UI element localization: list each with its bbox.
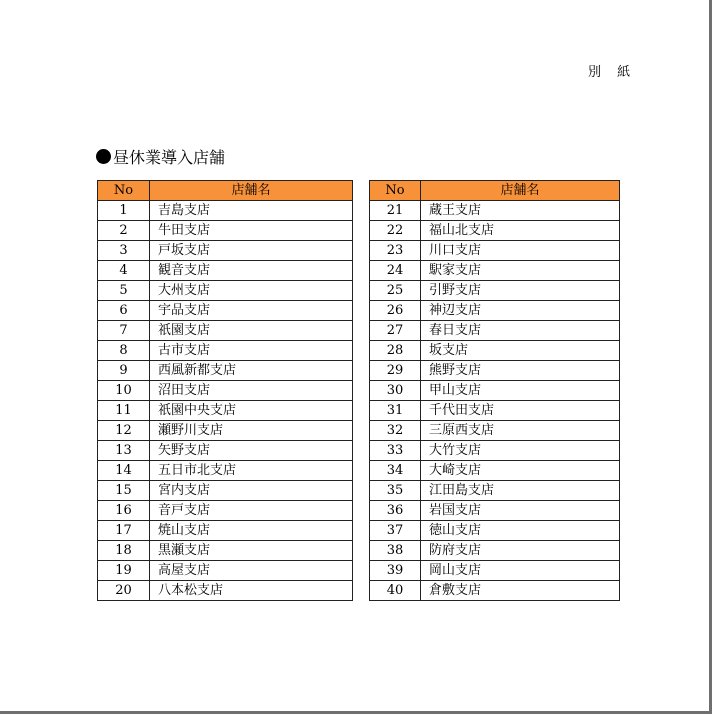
table-row bbox=[98, 201, 353, 221]
store-number-cell: 10 bbox=[98, 381, 150, 401]
store-name-cell: 黒瀬支店 bbox=[150, 541, 353, 561]
store-name-cell: 西風新都支店 bbox=[150, 361, 353, 381]
store-number-cell: 3 bbox=[98, 241, 150, 261]
store-name-cell: 矢野支店 bbox=[150, 441, 353, 461]
table-row bbox=[98, 341, 353, 361]
store-number-cell: 29 bbox=[370, 361, 421, 381]
store-name-cell: 宇品支店 bbox=[150, 301, 353, 321]
table-row bbox=[370, 561, 620, 581]
store-name-cell: 祇園支店 bbox=[150, 321, 353, 341]
table-row bbox=[98, 501, 353, 521]
store-name-cell: 徳山支店 bbox=[421, 521, 620, 541]
store-number-cell: 16 bbox=[98, 501, 150, 521]
store-name-cell: 神辺支店 bbox=[421, 301, 620, 321]
store-name-cell: 春日支店 bbox=[421, 321, 620, 341]
store-number-cell: 7 bbox=[98, 321, 150, 341]
table-row bbox=[98, 421, 353, 441]
store-number-cell: 4 bbox=[98, 261, 150, 281]
store-name-cell: 音戸支店 bbox=[150, 501, 353, 521]
store-table-right bbox=[369, 180, 620, 601]
table-row bbox=[370, 421, 620, 441]
table-row bbox=[98, 381, 353, 401]
store-name-cell: 岡山支店 bbox=[421, 561, 620, 581]
store-name-cell: 宮内支店 bbox=[150, 481, 353, 501]
table-row bbox=[98, 321, 353, 341]
store-number-cell: 31 bbox=[370, 401, 421, 421]
store-number-cell: 21 bbox=[370, 201, 421, 221]
store-number-cell: 15 bbox=[98, 481, 150, 501]
store-name-cell: 瀬野川支店 bbox=[150, 421, 353, 441]
store-name-cell: 防府支店 bbox=[421, 541, 620, 561]
attachment-label: 別 紙 bbox=[588, 65, 637, 80]
table-row bbox=[98, 561, 353, 581]
table-row bbox=[98, 301, 353, 321]
store-number-cell: 18 bbox=[98, 541, 150, 561]
table-row bbox=[98, 481, 353, 501]
table-row bbox=[98, 441, 353, 461]
store-number-cell: 36 bbox=[370, 501, 421, 521]
table-header-row bbox=[370, 181, 620, 201]
store-number-cell: 23 bbox=[370, 241, 421, 261]
store-name-cell: 千代田支店 bbox=[421, 401, 620, 421]
section-heading-text: 昼休業導入店舗 bbox=[113, 148, 226, 167]
store-number-cell: 30 bbox=[370, 381, 421, 401]
table-row bbox=[98, 261, 353, 281]
store-number-cell: 40 bbox=[370, 581, 421, 601]
table-row bbox=[98, 581, 353, 601]
store-number-cell: 19 bbox=[98, 561, 150, 581]
store-name-cell: 焼山支店 bbox=[150, 521, 353, 541]
store-number-cell: 34 bbox=[370, 461, 421, 481]
table-row bbox=[98, 221, 353, 241]
store-name-cell: 大竹支店 bbox=[421, 441, 620, 461]
table-row bbox=[370, 501, 620, 521]
store-name-cell: 戸坂支店 bbox=[150, 241, 353, 261]
store-number-cell: 17 bbox=[98, 521, 150, 541]
store-number-cell: 28 bbox=[370, 341, 421, 361]
store-number-cell: 27 bbox=[370, 321, 421, 341]
table-header-row bbox=[98, 181, 353, 201]
store-number-cell: 1 bbox=[98, 201, 150, 221]
store-number-cell: 20 bbox=[98, 581, 150, 601]
table-row bbox=[370, 401, 620, 421]
column-header-no: No bbox=[98, 181, 150, 201]
table-row bbox=[370, 541, 620, 561]
store-name-cell: 福山北支店 bbox=[421, 221, 620, 241]
store-name-cell: 引野支店 bbox=[421, 281, 620, 301]
store-number-cell: 35 bbox=[370, 481, 421, 501]
store-number-cell: 25 bbox=[370, 281, 421, 301]
store-number-cell: 5 bbox=[98, 281, 150, 301]
section-heading bbox=[96, 145, 225, 168]
table-row bbox=[98, 461, 353, 481]
column-header-store-name: 店舗名 bbox=[421, 181, 620, 201]
store-number-cell: 37 bbox=[370, 521, 421, 541]
store-name-cell: 倉敷支店 bbox=[421, 581, 620, 601]
store-number-cell: 32 bbox=[370, 421, 421, 441]
store-name-cell: 沼田支店 bbox=[150, 381, 353, 401]
store-number-cell: 8 bbox=[98, 341, 150, 361]
store-number-cell: 12 bbox=[98, 421, 150, 441]
store-number-cell: 14 bbox=[98, 461, 150, 481]
table-row bbox=[370, 321, 620, 341]
store-number-cell: 39 bbox=[370, 561, 421, 581]
table-row bbox=[98, 281, 353, 301]
store-name-cell: 蔵王支店 bbox=[421, 201, 620, 221]
table-row bbox=[98, 241, 353, 261]
store-number-cell: 38 bbox=[370, 541, 421, 561]
store-number-cell: 13 bbox=[98, 441, 150, 461]
store-name-cell: 吉島支店 bbox=[150, 201, 353, 221]
table-row bbox=[370, 581, 620, 601]
store-number-cell: 26 bbox=[370, 301, 421, 321]
store-name-cell: 牛田支店 bbox=[150, 221, 353, 241]
table-row bbox=[370, 241, 620, 261]
store-name-cell: 高屋支店 bbox=[150, 561, 353, 581]
store-name-cell: 坂支店 bbox=[421, 341, 620, 361]
store-name-cell: 大崎支店 bbox=[421, 461, 620, 481]
table-row bbox=[370, 261, 620, 281]
column-header-no: No bbox=[370, 181, 421, 201]
store-name-cell: 大州支店 bbox=[150, 281, 353, 301]
table-row bbox=[370, 281, 620, 301]
table-row bbox=[370, 201, 620, 221]
column-header-store-name: 店舗名 bbox=[150, 181, 353, 201]
store-name-cell: 駅家支店 bbox=[421, 261, 620, 281]
store-name-cell: 川口支店 bbox=[421, 241, 620, 261]
store-number-cell: 9 bbox=[98, 361, 150, 381]
store-name-cell: 熊野支店 bbox=[421, 361, 620, 381]
table-row bbox=[370, 361, 620, 381]
table-row bbox=[370, 521, 620, 541]
table-row bbox=[370, 221, 620, 241]
table-row bbox=[370, 441, 620, 461]
store-name-cell: 古市支店 bbox=[150, 341, 353, 361]
store-name-cell: 三原西支店 bbox=[421, 421, 620, 441]
store-number-cell: 24 bbox=[370, 261, 421, 281]
store-name-cell: 八本松支店 bbox=[150, 581, 353, 601]
store-number-cell: 11 bbox=[98, 401, 150, 421]
table-row bbox=[370, 481, 620, 501]
store-name-cell: 祇園中央支店 bbox=[150, 401, 353, 421]
table-row bbox=[370, 461, 620, 481]
table-row bbox=[98, 541, 353, 561]
store-name-cell: 岩国支店 bbox=[421, 501, 620, 521]
store-number-cell: 6 bbox=[98, 301, 150, 321]
table-row bbox=[370, 301, 620, 321]
table-row bbox=[98, 361, 353, 381]
store-table-left bbox=[97, 180, 353, 601]
store-number-cell: 22 bbox=[370, 221, 421, 241]
store-name-cell: 五日市北支店 bbox=[150, 461, 353, 481]
table-row bbox=[98, 521, 353, 541]
black-circle-icon bbox=[96, 149, 111, 164]
store-name-cell: 江田島支店 bbox=[421, 481, 620, 501]
table-row bbox=[98, 401, 353, 421]
store-number-cell: 2 bbox=[98, 221, 150, 241]
store-name-cell: 観音支店 bbox=[150, 261, 353, 281]
table-row bbox=[370, 381, 620, 401]
store-name-cell: 甲山支店 bbox=[421, 381, 620, 401]
table-row bbox=[370, 341, 620, 361]
store-number-cell: 33 bbox=[370, 441, 421, 461]
